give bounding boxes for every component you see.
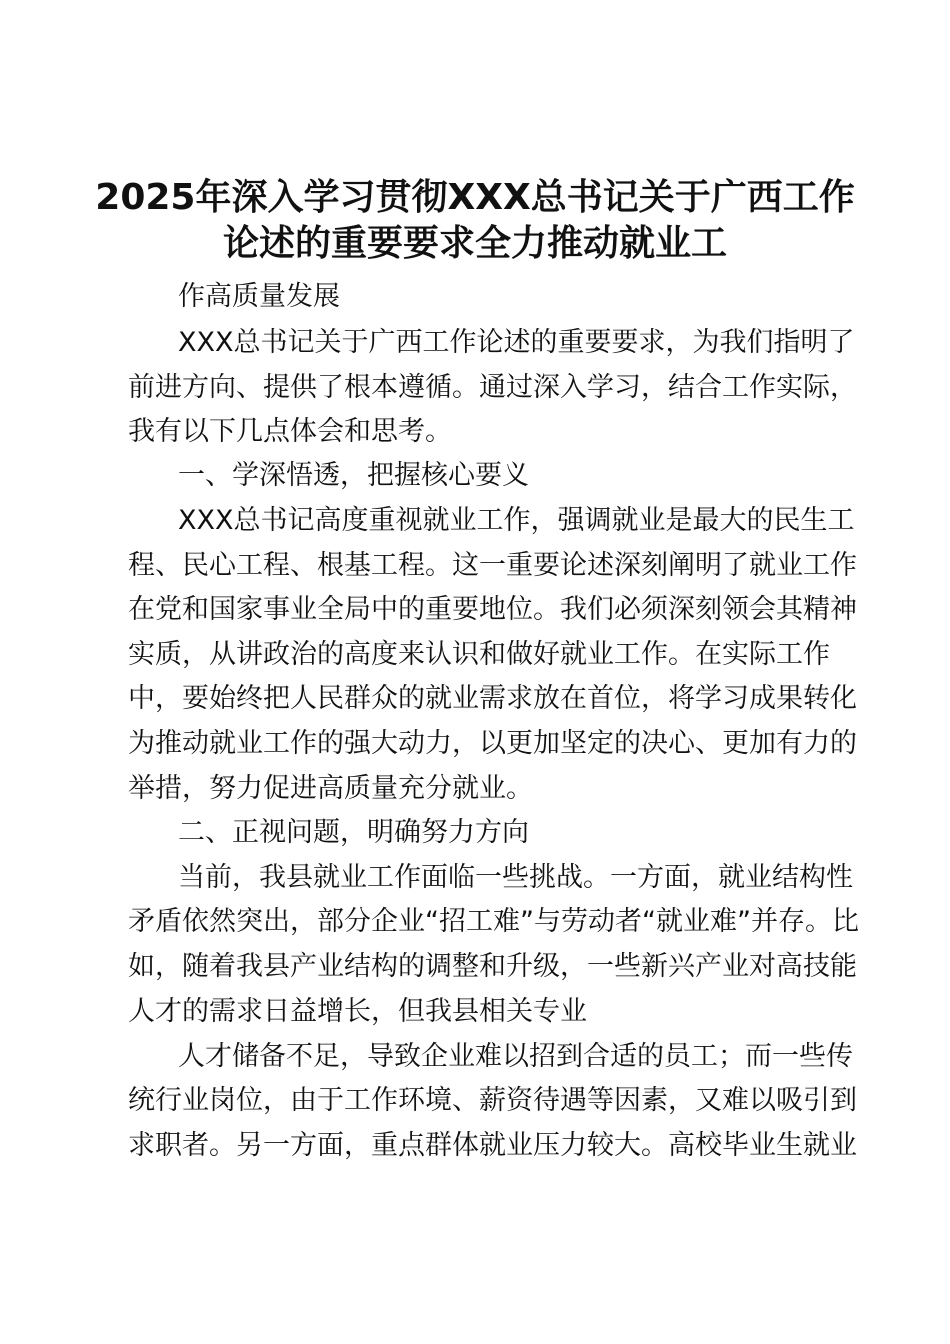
paragraph-1-line: 实质，从讲政治的高度来认识和做好就业工作。在实际工作 — [128, 639, 830, 670]
paragraph-3-line: 统行业岗位，由于工作环境、薪资待遇等因素，又难以吸引到 — [128, 1085, 857, 1116]
paragraph-intro-line: XXX总书记关于广西工作论述的重要要求，为我们指明了 — [178, 327, 855, 358]
paragraph-1-line: 在党和国家事业全局中的重要地位。我们必须深刻领会其精神 — [128, 594, 857, 625]
title-continuation: 作高质量发展 — [178, 281, 340, 312]
paragraph-1-line: 举措，努力促进高质量充分就业。 — [128, 773, 533, 804]
paragraph-intro-line: 我有以下几点体会和思考。 — [128, 416, 452, 447]
paragraph-3-line: 人才储备不足，导致企业难以招到合适的员工；而一些传 — [178, 1041, 853, 1072]
paragraph-1-line: 为推动就业工作的强大动力，以更加坚定的决心、更加有力的 — [128, 728, 857, 759]
paragraph-1-line: XXX总书记高度重视就业工作，强调就业是最大的民生工 — [178, 505, 855, 536]
paragraph-2-line: 如，随着我县产业结构的调整和升级，一些新兴产业对高技能 — [128, 951, 857, 982]
document-title-line-2: 论述的重要要求全力推动就业工 — [222, 223, 727, 264]
paragraph-1-line: 中，要始终把人民群众的就业需求放在首位，将学习成果转化 — [128, 683, 857, 714]
section-heading-1: 一、学深悟透，把握核心要义 — [178, 460, 529, 491]
paragraph-1-line: 程、民心工程、根基工程。这一重要论述深刻阐明了就业工作 — [128, 550, 857, 581]
section-heading-2: 二、正视问题，明确努力方向 — [178, 817, 529, 848]
paragraph-2-line: 矛盾依然突出，部分企业“招工难”与劳动者“就业难”并存。比 — [128, 906, 859, 937]
paragraph-2-line: 人才的需求日益增长，但我县相关专业 — [128, 996, 587, 1027]
paragraph-3-line: 求职者。另一方面，重点群体就业压力较大。高校毕业生就业 — [128, 1130, 857, 1161]
document-title-line-1: 2025年深入学习贯彻XXX总书记关于广西工作 — [95, 177, 855, 218]
paragraph-intro-line: 前进方向、提供了根本遵循。通过深入学习，结合工作实际， — [128, 372, 857, 403]
paragraph-2-line: 当前，我县就业工作面临一些挑战。一方面，就业结构性 — [178, 862, 853, 893]
